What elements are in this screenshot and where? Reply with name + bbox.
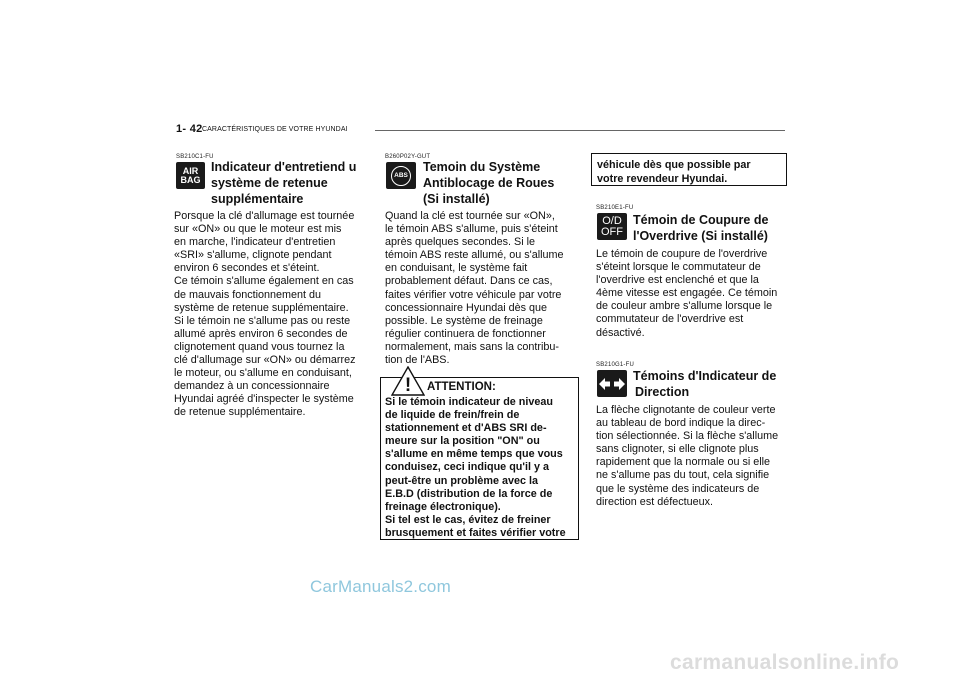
body-line: faites vérifier votre véhicule par votre: [385, 288, 562, 301]
heading-line: l'Overdrive (Si installé): [633, 229, 768, 243]
heading-overdrive: [633, 212, 793, 244]
warning-line: s'allume en même temps que vous: [385, 448, 563, 461]
body-line: allumé après environ 6 secondes de: [174, 327, 348, 340]
body-line: de retenue supplémentaire.: [174, 406, 306, 419]
body-line: sur «ON» ou que le moteur est mis: [174, 223, 342, 236]
section-code-overdrive: SB210E1-FU: [596, 205, 634, 211]
warning-line: freinage électronique).: [385, 500, 501, 513]
od-icon-line2: OFF: [601, 225, 623, 238]
body-line: rapidement que la normale ou si elle: [596, 456, 771, 469]
continuation-line: véhicule dès que possible par: [597, 159, 751, 171]
body-line: l'overdrive est enclenché et que la: [596, 274, 759, 287]
body-line: sans clignoter, si elle clignote plus: [596, 443, 759, 456]
turn-signal-arrows: [599, 377, 625, 391]
body-line: normalement, mais sans la contribu-: [385, 340, 560, 353]
body-line: direction est défectueux.: [596, 495, 714, 508]
body-line: de couleur ambre s'allume lorsque le: [596, 300, 773, 313]
body-line: «SRI» s'allume, clignote pendant: [174, 249, 332, 262]
airbag-icon-line2: BAG: [180, 174, 201, 185]
heading-line: système de retenue: [211, 176, 328, 190]
heading-line: Direction: [635, 385, 690, 399]
body-line: de mauvais fonctionnement du: [174, 288, 322, 301]
body-line: tion sélectionnée. Si la flèche s'allume: [596, 430, 779, 443]
warning-box: [380, 377, 579, 540]
body-line: environ 6 secondes et s'éteint.: [174, 262, 320, 275]
body-line: Porsque la clé d'allumage est tournée: [174, 210, 355, 222]
body-line: au tableau de bord indique la direc-: [596, 417, 766, 430]
heading-line: (Si installé): [423, 192, 490, 206]
heading-abs: [423, 159, 583, 207]
body-line: demandez à un concessionnaire: [174, 380, 330, 393]
heading-line: Témoins d'Indicateur de: [633, 369, 777, 383]
header-rule: [375, 130, 785, 131]
body-line: le moteur, ou s'allume en conduisant,: [174, 367, 352, 380]
body-abs: [385, 210, 574, 367]
body-line: clignotement quand vous tournez la: [174, 340, 345, 353]
body-line: régulier continuera de fonctionner: [385, 327, 546, 340]
body-line: désactivé.: [596, 326, 645, 339]
body-line: tion de l'ABS.: [385, 354, 450, 367]
warning-line: Si tel est le cas, évitez de freiner: [385, 513, 551, 526]
turn-signal-icon: [597, 370, 627, 397]
warning-line: E.B.D (distribution de la force de: [385, 487, 553, 500]
heading-line: Témoin de Coupure de: [633, 213, 769, 227]
warning-triangle-icon: [391, 366, 425, 396]
continuation-box: [591, 153, 787, 186]
warning-line: meure sur la position "ON" ou: [385, 435, 540, 448]
body-line: en marche, l'indicateur d'entretien: [174, 236, 336, 249]
body-line: probablement défaut. Dans ce cas,: [385, 275, 553, 288]
heading-line: Temoin du Système: [423, 160, 541, 174]
warning-text: [385, 396, 574, 540]
body-line: système de retenue supplémentaire.: [174, 301, 349, 314]
body-line: clé d'allumage sur «ON» ou démarrez: [174, 354, 356, 367]
page-number: 1- 42: [176, 123, 203, 135]
heading-turn-signal: [633, 368, 793, 400]
body-line: en conduisant, le système fait: [385, 262, 528, 275]
body-line: 4ème vitesse est engagée. Ce témoin: [596, 287, 778, 300]
body-line: témoin ABS reste allumé, ou s'allume: [385, 249, 564, 262]
section-code-abs: B260P02Y-GUT: [385, 154, 431, 160]
warning-line: peut-être un problème avec la: [385, 474, 539, 487]
body-line: Ce témoin s'allume également en cas: [174, 275, 354, 288]
abs-icon: [386, 162, 416, 189]
heading-airbag: [211, 159, 371, 207]
warning-line: Si le témoin indicateur de niveau: [385, 396, 553, 408]
warning-line: de liquide de frein/frein de: [385, 409, 520, 422]
airbag-icon-line1: AIR: [182, 165, 199, 176]
continuation-line: votre revendeur Hyundai.: [597, 173, 728, 185]
watermark-link[interactable]: CarManuals2.com: [310, 577, 451, 596]
warning-title: ATTENTION:: [427, 381, 496, 393]
body-overdrive: [596, 248, 785, 340]
section-code-airbag: SB210C1-FU: [176, 154, 214, 160]
section-code-turn-signal: SB210G1-FU: [596, 362, 635, 368]
warning-line: conduisez, ceci indique qu'il y a: [385, 461, 549, 474]
running-header-title: CARACTÉRISTIQUES DE VOTRE HYUNDAI: [202, 126, 348, 133]
warning-line: stationnement et d'ABS SRI de-: [385, 422, 547, 435]
body-line: La flèche clignotante de couleur verte: [596, 404, 776, 416]
abs-icon-label: ABS: [391, 166, 411, 186]
body-line: que le système des indicateurs de: [596, 482, 760, 495]
body-line: possible. Le système de freinage: [385, 314, 543, 327]
airbag-icon: [176, 162, 205, 189]
body-line: Si le témoin ne s'allume pas ou reste: [174, 314, 351, 327]
body-turn-signal: [596, 404, 785, 509]
heading-line: Antiblocage de Roues: [423, 176, 555, 190]
body-line: après quelques secondes. Si le: [385, 236, 536, 249]
footer-watermark: carmanualsonline.info: [670, 651, 900, 674]
od-icon-line1: O/D: [602, 214, 622, 227]
body-line: le témoin ABS s'allume, puis s'éteint: [385, 223, 558, 236]
warning-glyph: !: [404, 375, 412, 396]
body-line: Hyundai agréé d'inspecter le système: [174, 393, 354, 406]
warning-line: brusquement et faites vérifier votre: [385, 526, 566, 539]
body-line: Le témoin de coupure de l'overdrive: [596, 248, 768, 260]
body-line: Quand la clé est tournée sur «ON»,: [385, 210, 555, 222]
body-airbag: [174, 210, 364, 420]
body-line: ne s'allume pas du tout, cela signifie: [596, 469, 770, 482]
heading-line: Indicateur d'entretiend u: [211, 160, 357, 174]
body-line: concessionnaire Hyundai dès que: [385, 301, 548, 314]
body-line: commutateur de l'overdrive est: [596, 313, 744, 326]
heading-line: supplémentaire: [211, 192, 304, 206]
overdrive-off-icon: [597, 213, 627, 240]
body-line: s'éteint lorsque le commutateur de: [596, 261, 761, 274]
